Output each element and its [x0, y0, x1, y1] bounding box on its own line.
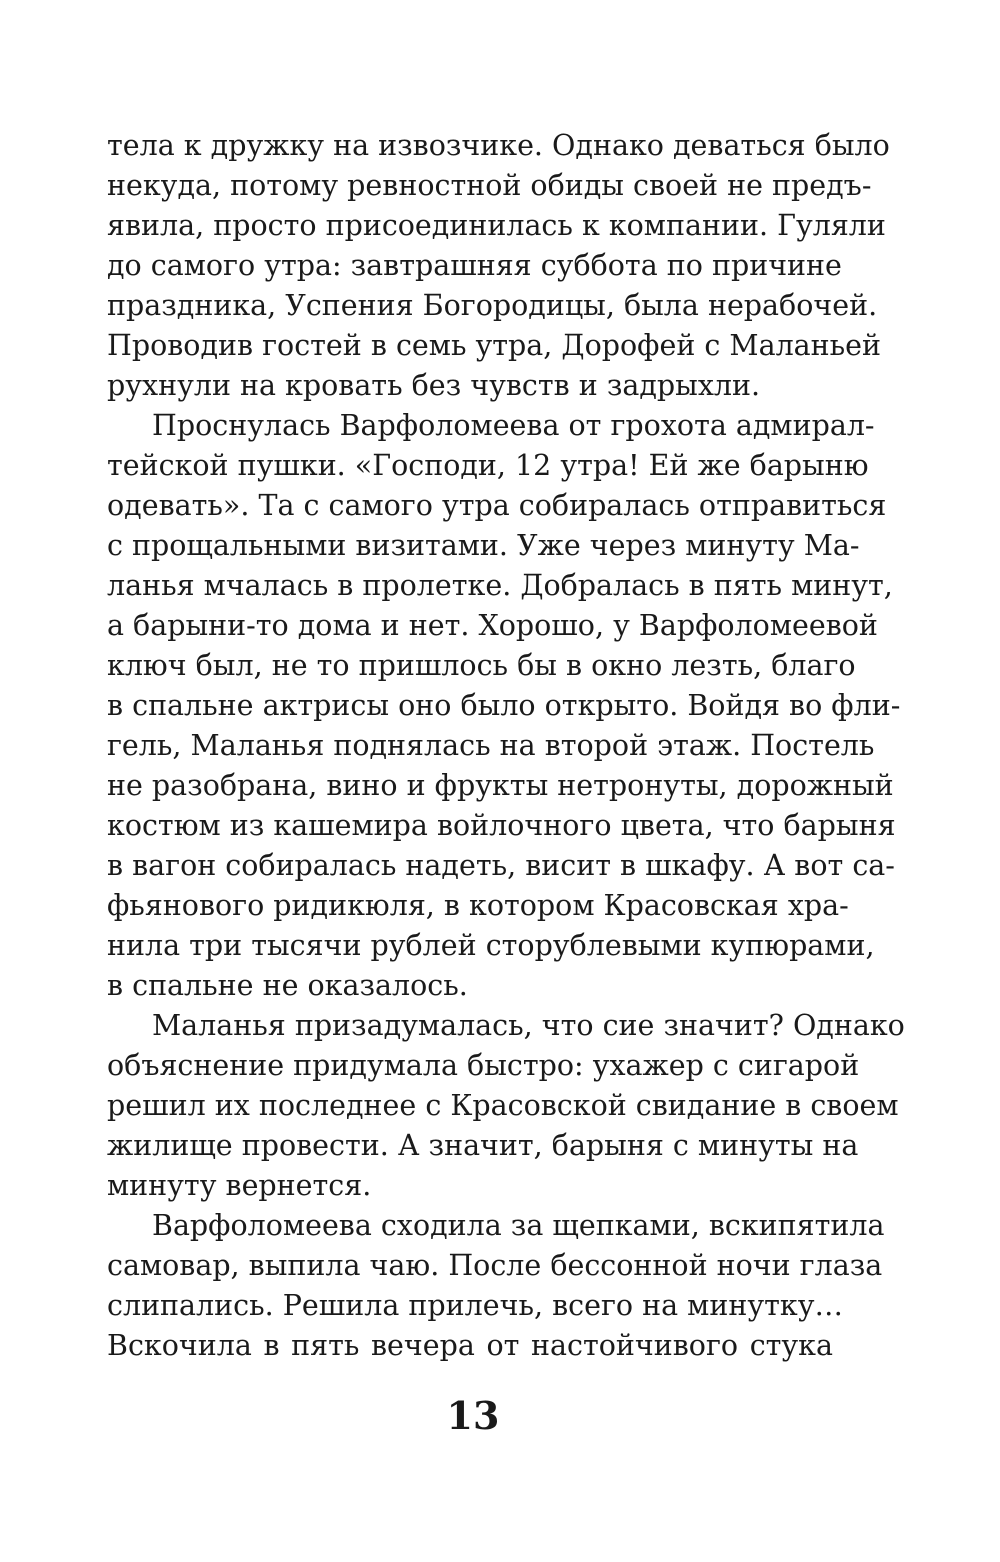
text-line: гель, Маланья поднялась на второй этаж. Постель — [107, 729, 875, 762]
text-line: с прощальными визитами. Уже через минуту Ма- — [107, 529, 860, 562]
text-line: а барыни-то дома и нет. Хорошо, у Варфоломеевой — [107, 609, 878, 642]
text-line: одевать». Та с самого утра собиралась отправиться — [107, 489, 887, 522]
text-line: не разобрана, вино и фрукты нетронуты, дорожный — [107, 769, 894, 802]
text-line: самовар, выпила чаю. После бессонной ночи глаза — [107, 1249, 883, 1282]
text-line: слипались. Решила прилечь, всего на минутку… — [107, 1289, 843, 1322]
text-line: жилище провести. А значит, барыня с минуты на — [107, 1129, 859, 1162]
text-line: ключ был, не то пришлось бы в окно лезть, благо — [107, 649, 856, 682]
text-line: в спальне не оказалось. — [107, 969, 468, 1002]
text-line: рухнули на кровать без чувств и задрыхли. — [107, 369, 761, 402]
text-line: фьянового ридикюля, в котором Красовская хра- — [107, 889, 849, 922]
text-line: Маланья призадумалась, что сие значит? Однако — [152, 1009, 905, 1042]
text-line: минуту вернется. — [107, 1169, 372, 1202]
text-line: тела к дружку на извозчике. Однако деваться было — [107, 129, 890, 162]
text-line: тейской пушки. «Господи, 12 утра! Ей же барыню — [107, 449, 869, 482]
body-text — [107, 126, 905, 1366]
text-line: Варфоломеева сходила за щепками, вскипятила — [152, 1209, 885, 1242]
page-number: 13 — [446, 1393, 500, 1438]
text-line: в спальне актрисы оно было открыто. Войдя во фли- — [107, 689, 901, 722]
text-line: до самого утра: завтрашняя суббота по причине — [107, 249, 842, 282]
text-line: нила три тысячи рублей сторублевыми купюрами, — [107, 929, 875, 962]
text-line: решил их последнее с Красовской свидание в своем — [107, 1089, 899, 1122]
text-line: явила, просто присоединилась к компании. Гуляли — [107, 209, 886, 242]
text-line: праздника, Успения Богородицы, была нерабочей. — [107, 289, 878, 322]
text-line: Проводив гостей в семь утра, Дорофей с Маланьей — [107, 329, 882, 362]
text-line: костюм из кашемира войлочного цвета, что барыня — [107, 809, 896, 842]
text-line: объяснение придумала быстро: ухажер с сигарой — [107, 1049, 860, 1082]
text-line: в вагон собиралась надеть, висит в шкафу. А вот са- — [107, 849, 895, 882]
text-line: Вскочила в пять вечера от настойчивого стука — [107, 1329, 833, 1362]
text-line: ланья мчалась в пролетке. Добралась в пять минут, — [107, 569, 893, 602]
text-line: некуда, потому ревностной обиды своей не предъ- — [107, 169, 872, 202]
text-line: Проснулась Варфоломеева от грохота адмирал- — [152, 409, 875, 442]
